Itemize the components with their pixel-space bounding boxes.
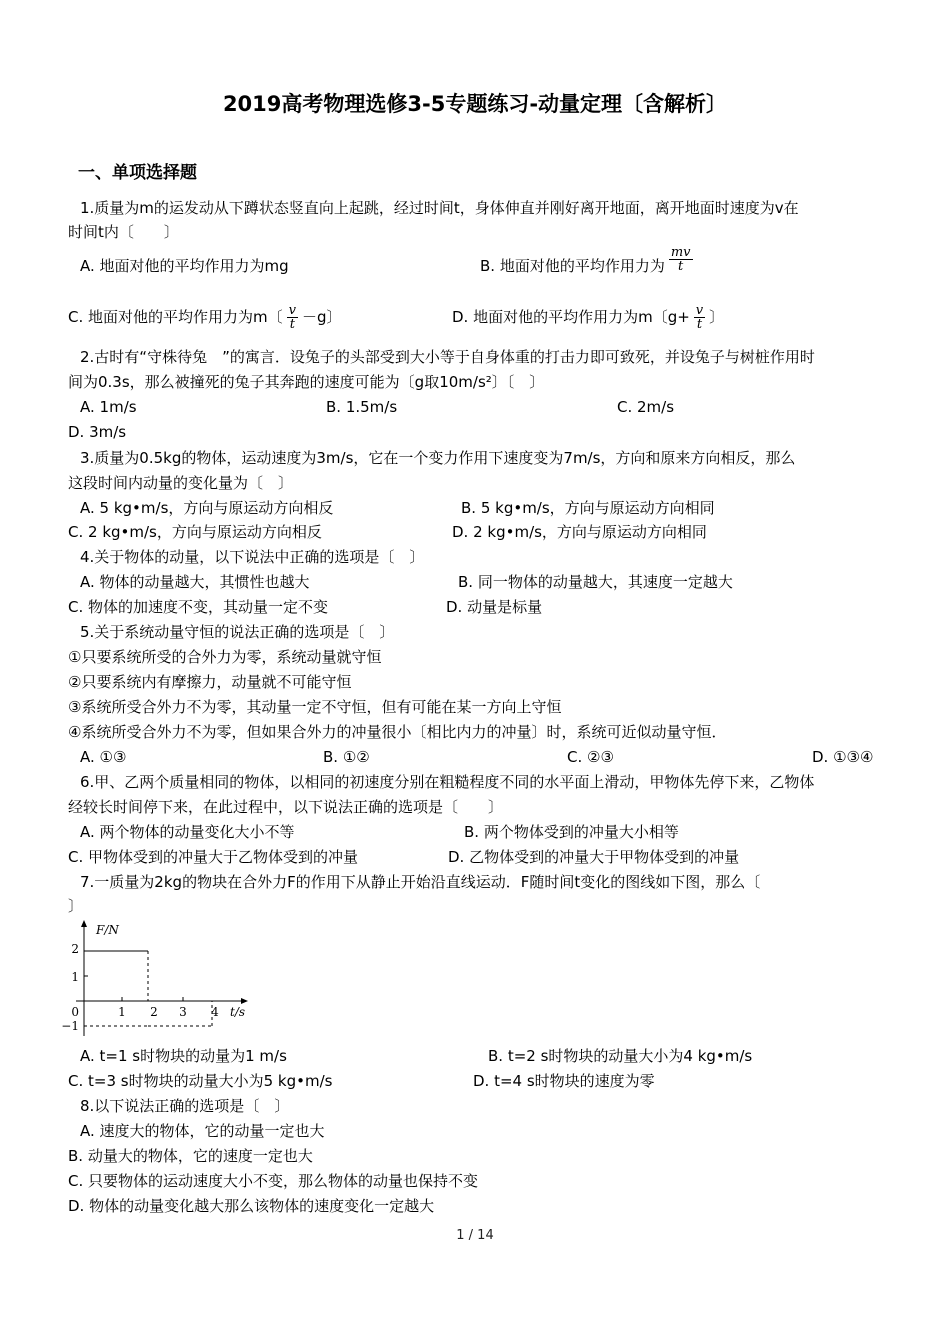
page-title: 2019高考物理选修3-5专题练习-动量定理〔含解析〕 [222,92,728,116]
origin-label: 0 [71,1005,79,1019]
q3-stem-line1: 3.质量为0.5kg的物体，运动速度为3m/s，它在一个变力作用下速度变为7m/s，方向和原来方向相反，那么 [80,449,796,467]
q2-stem-line2: 间为0.3s，那么被撞死的兔子其奔跑的速度可能为〔g取10m/s²〕〔 〕 [68,373,545,391]
x-axis-label: t/s [230,1005,246,1019]
q2-option-d: D. 3m/s [68,423,127,441]
q1-option-c: C. 地面对他的平均作用力为m〔 $\frac{v}{t}$ －g〕 [68,303,342,332]
q1-option-b: B. 地面对他的平均作用力为 $\frac{mv}{t}$ [480,245,691,275]
q3-option-a: A. 5 kg•m/s，方向与原运动方向相反 [80,499,334,517]
q8-option-d: D. 物体的动量变化越大那么该物体的速度变化一定越大 [68,1197,435,1215]
q4-option-b: B. 同一物体的动量越大，其速度一定越大 [458,573,733,591]
x-tick-label: 1 [118,1005,126,1019]
q5-stem: 5.关于系统动量守恒的说法正确的选项是〔 〕 [80,623,395,641]
q5-statement-3: ③系统所受合外力不为零，其动量一定不守恒，但有可能在某一方向上守恒 [68,698,562,716]
q4-option-c: C. 物体的加速度不变，其动量一定不变 [68,598,329,616]
y-axis-arrow [81,920,87,927]
q1-stem-line1: 1.质量为m的运发动从下蹲状态竖直向上起跳，经过时间t，身体伸直并刚好离开地面，离开地面时速度为v在 [80,199,799,217]
q5-statement-2: ②只要系统内有摩擦力，动量就不可能守恒 [68,673,352,691]
x-tick-label: 4 [211,1005,219,1019]
q4-stem: 4.关于物体的动量，以下说法中正确的选项是〔 〕 [80,548,425,566]
q2-option-c: C. 2m/s [617,398,675,416]
x-tick-label: 2 [150,1005,158,1019]
q1-option-a: A. 地面对他的平均作用力为mg [80,257,289,275]
q2-option-a: A. 1m/s [80,398,137,416]
q3-option-b: B. 5 kg•m/s，方向与原运动方向相同 [461,499,715,517]
q6-stem-line1: 6.甲、乙两个质量相同的物体，以相同的初速度分别在粗糙程度不同的水平面上滑动，甲物体先停下来，乙物体 [80,773,815,791]
q5-option-b: B. ①② [323,748,370,766]
q4-option-d: D. 动量是标量 [446,598,543,616]
q8-option-b: B. 动量大的物体，它的速度一定也大 [68,1147,313,1165]
q7-option-a: A. t=1 s时物块的动量为1 m/s [80,1047,287,1065]
q6-option-d: D. 乙物体受到的冲量大于甲物体受到的冲量 [448,848,740,866]
q5-statement-4: ④系统所受合外力不为零，但如果合外力的冲量很小〔相比内力的冲量〕时，系统可近似动量守恒． [68,723,727,741]
q8-option-a: A. 速度大的物体，它的动量一定也大 [80,1122,325,1140]
fraction: $\frac{mv}{t}$ [670,245,691,274]
q5-statement-1: ①只要系统所受的合外力为零，系统动量就守恒 [68,648,382,666]
q4-option-a: A. 物体的动量越大，其惯性也越大 [80,573,310,591]
q7-stem-line2: 〕 [68,897,84,915]
y-tick-label: −1 [61,1019,79,1033]
q5-option-c: C. ②③ [567,748,614,766]
q8-stem: 8.以下说法正确的选项是〔 〕 [80,1097,290,1115]
y-tick-label: 1 [71,970,79,984]
q3-option-c: C. 2 kg•m/s，方向与原运动方向相反 [68,523,322,541]
fraction: $\frac{v}{t}$ [695,303,704,332]
q6-stem-line2: 经较长时间停下来，在此过程中，以下说法正确的选项是〔 〕 [68,798,504,816]
y-axis-label: F/N [96,923,119,937]
x-axis-arrow [241,998,248,1004]
y-tick-label: 2 [71,942,79,956]
x-tick-label: 3 [179,1005,187,1019]
force-time-graph [60,918,260,1040]
q7-option-d: D. t=4 s时物块的速度为零 [473,1072,655,1090]
q2-option-b: B. 1.5m/s [326,398,398,416]
q7-option-b: B. t=2 s时物块的动量大小为4 kg•m/s [488,1047,753,1065]
q6-option-c: C. 甲物体受到的冲量大于乙物体受到的冲量 [68,848,359,866]
q7-option-c: C. t=3 s时物块的动量大小为5 kg•m/s [68,1072,333,1090]
q5-option-d: D. ①③④ [812,748,874,766]
q2-stem-line1: 2.古时有“守株待兔 ”的寓言．设兔子的头部受到大小等于自身体重的打击力即可致死，并设兔子与树桩作用时 [80,348,815,366]
q1-stem-line2: 时间t内〔 〕 [68,223,179,241]
q3-stem-line2: 这段时间内动量的变化量为〔 〕 [68,474,294,492]
page-number: 1 / 14 [456,1228,494,1243]
q3-option-d: D. 2 kg•m/s，方向与原运动方向相同 [452,523,707,541]
q6-option-a: A. 两个物体的动量变化大小不等 [80,823,295,841]
section-heading: 一、单项选择题 [78,163,197,183]
fraction: $\frac{v}{t}$ [288,303,296,332]
force-segments [84,951,212,1026]
q6-option-b: B. 两个物体受到的冲量大小相等 [464,823,679,841]
q8-option-c: C. 只要物体的运动速度大小不变，那么物体的动量也保持不变 [68,1172,479,1190]
q7-stem-line1: 7.一质量为2kg的物块在合外力F的作用下从静止开始沿直线运动．F随时间t变化的图线如下图，那么〔 [80,873,761,891]
q5-option-a: A. ①③ [80,748,127,766]
q1-option-d: D. 地面对他的平均作用力为m〔g+ $\frac{v}{t}$ 〕 [452,303,725,332]
